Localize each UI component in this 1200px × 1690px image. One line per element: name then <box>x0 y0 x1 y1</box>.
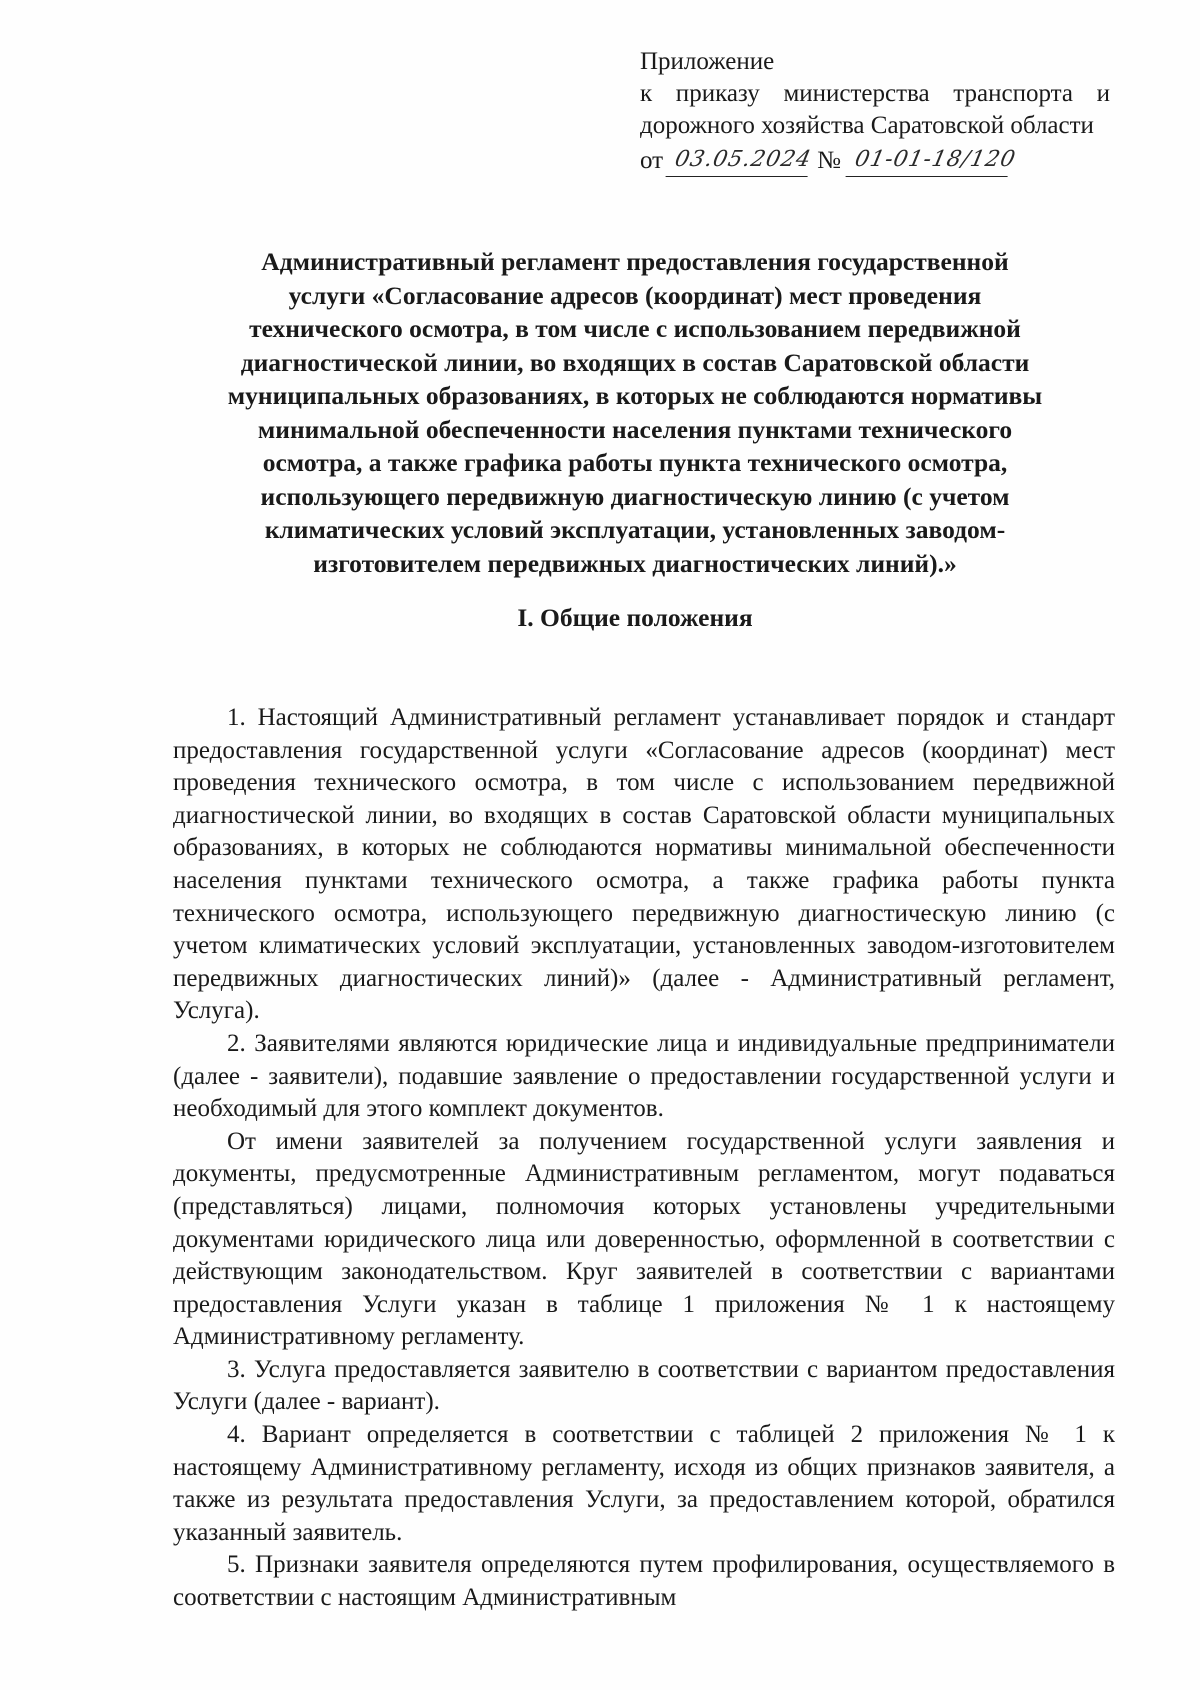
appendix-order-reference: к приказу министерства транспорта и дорожного хозяйства Саратовской области <box>640 80 1110 139</box>
appendix-heading: Приложение <box>640 48 775 75</box>
title-line: услуги «Согласование адресов (координат) мест проведения <box>288 280 982 310</box>
title-line: изготовителем передвижных диагностических линий).» <box>313 548 957 578</box>
paragraph: 3. Услуга предоставляется заявителю в соответствии с вариантом предоставления Услуги (далее - вариант). <box>173 1355 1115 1416</box>
title-line: минимальной обеспеченности населения пунктами технического <box>257 414 1013 444</box>
handwritten-number: 01-01-18/120 <box>845 144 1014 177</box>
title-line: муниципальных образованиях, в которых не соблюдаются нормативы <box>227 381 1043 410</box>
date-prefix: от <box>640 147 664 174</box>
title-line: диагностической линии, во входящих в состав Саратовской области <box>240 347 1030 377</box>
handwritten-date: 03.05.2024 <box>666 144 815 177</box>
title-line: Административный регламент предоставления государственной <box>261 247 1009 276</box>
title-line: климатических условий эксплуатации, установленных заводом- <box>264 515 1006 544</box>
paragraph: 5. Признаки заявителя определяются путем профилирования, осуществляемого в соответствии с настоящим Административным <box>173 1551 1115 1612</box>
paragraph: 4. Вариант определяется в соответствии с таблицей 2 приложения № 1 к настоящему Административному регламенту, исходя из общих признаков заявителя, а также из результата предоставления Услуги, за предоставлением которой, обратился указанный заявитель. <box>173 1421 1115 1546</box>
title-line: использующего передвижную диагностическую линию (с учетом <box>260 481 1010 511</box>
document-body <box>173 702 1115 1615</box>
appendix-date-number-line <box>640 144 1110 177</box>
title-line: осмотра, а также графика работы пункта технического осмотра, <box>262 448 1008 477</box>
appendix-block <box>640 46 1110 177</box>
title-line: технического осмотра, в том числе с использованием передвижной <box>249 314 1021 343</box>
section-heading: I. Общие положения <box>517 603 753 632</box>
number-prefix: № <box>817 147 841 174</box>
paragraph: 1. Настоящий Административный регламент устанавливает порядок и стандарт предоставления государственной услуги «Согласование адресов (координат) мест проведения технического осмотра, в том числе с использованием передвижной диагностической линии, во входящих в состав Саратовской области муниципальных образованиях, в которых не соблюдаются нормативы минимальной обеспеченности населения пунктами технического осмотра, а также графика работы пункта технического осмотра, использующего передвижную диагностическую линию (с учетом климатических условий эксплуатации, установленных заводом-изготовителем передвижных диагностических линий)» (далее - Административный регламент, Услуга). <box>173 704 1115 1025</box>
paragraph: 2. Заявителями являются юридические лица и индивидуальные предприниматели (далее - заявители), подавшие заявление о предоставлении государственной услуги и необходимый для этого комплект документов. <box>173 1029 1115 1123</box>
document-title <box>170 245 1100 580</box>
paragraph: От имени заявителей за получением государственной услуги заявления и документы, предусмотренные Административным регламентом, могут подаваться (представляться) лицами, полномочия которых установлены учредительными документами юридического лица или доверенностью, оформленной в соответствии с действующим законодательством. Круг заявителей в соответствии с вариантами предоставления Услуги указан в таблице 1 приложения № 1 к настоящему Административному регламенту. <box>173 1127 1115 1351</box>
